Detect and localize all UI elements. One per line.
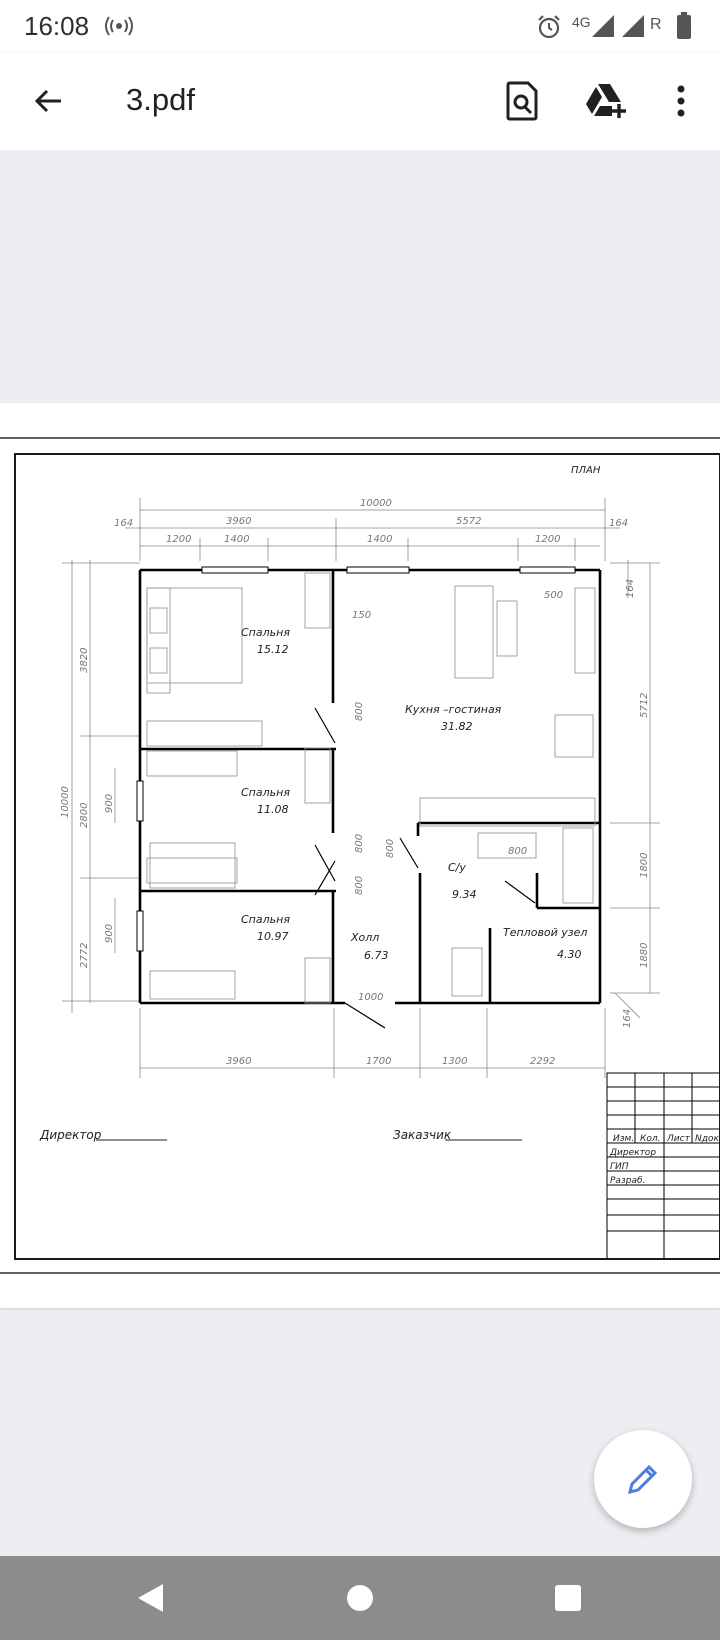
pdf-page[interactable] <box>0 403 720 1308</box>
find-in-page-icon <box>506 81 540 121</box>
signature-director: Директор <box>40 1128 102 1142</box>
roaming-indicator: R <box>650 16 662 33</box>
document-title: 3.pdf <box>126 82 195 117</box>
dim-door-800d: 800 <box>385 838 396 858</box>
dim-door-800c: 800 <box>354 875 365 895</box>
room-bedroom-1-name: Спальня <box>241 626 290 639</box>
dim-left-top: 164 <box>114 518 134 529</box>
arrow-back-icon <box>33 85 65 117</box>
title-block-ndok: Nдок <box>695 1134 719 1144</box>
title-block-gip: ГИП <box>610 1162 629 1172</box>
status-bar <box>0 0 720 52</box>
nav-home-button[interactable] <box>336 1574 384 1622</box>
dim-window-3: 1400 <box>367 534 393 545</box>
drive-add-icon <box>585 82 627 120</box>
dim-bottom-1300: 1300 <box>442 1056 468 1067</box>
dim-door-1000: 1000 <box>358 992 384 1003</box>
dim-right-1880: 1880 <box>639 942 650 968</box>
add-to-drive-button[interactable] <box>582 77 630 125</box>
square-recents-icon <box>554 1584 582 1612</box>
find-in-document-button[interactable] <box>499 77 547 125</box>
pencil-icon <box>626 1462 660 1496</box>
dim-door-800b: 800 <box>354 833 365 853</box>
dim-window-4: 1200 <box>535 534 561 545</box>
dim-bottom-164: 164 <box>622 1008 633 1028</box>
room-bathroom-area: 9.34 <box>452 888 477 901</box>
title-block-izm: Изм. <box>613 1134 635 1144</box>
circle-home-icon <box>346 1584 374 1612</box>
dim-5572: 5572 <box>456 516 482 527</box>
dim-left-total: 10000 <box>60 786 71 818</box>
dim-total-top: 10000 <box>360 498 392 509</box>
room-kitchen-area: 31.82 <box>441 720 473 733</box>
dim-left-2800: 2800 <box>79 802 90 828</box>
dim-door-800a: 800 <box>354 701 365 721</box>
dim-left-2772: 2772 <box>79 942 90 968</box>
room-heat-unit-area: 4.30 <box>557 948 582 961</box>
nav-recents-button[interactable] <box>544 1574 592 1622</box>
signal-icon <box>622 15 646 37</box>
dim-500: 500 <box>544 590 564 601</box>
floor-plan-drawing <box>0 403 720 1308</box>
room-heat-unit-name: Тепловой узел <box>503 926 588 939</box>
navigation-bar <box>0 1556 720 1640</box>
room-bathroom-name: С/у <box>448 861 466 874</box>
dim-right-5712: 5712 <box>639 692 650 718</box>
title-block-director: Директор <box>610 1148 657 1158</box>
title-block-list: Лист <box>667 1134 690 1144</box>
dim-3960: 3960 <box>226 516 252 527</box>
dim-bottom-1700: 1700 <box>366 1056 392 1067</box>
hotspot-icon <box>104 14 134 38</box>
dim-window-2: 1400 <box>224 534 250 545</box>
room-hall-name: Холл <box>351 931 380 944</box>
dim-door-800e: 800 <box>508 846 528 857</box>
dim-left-3820: 3820 <box>79 647 90 673</box>
app-bar <box>0 52 720 150</box>
more-options-button[interactable] <box>657 77 705 125</box>
dim-bottom-3960: 3960 <box>226 1056 252 1067</box>
dim-right-top: 164 <box>609 518 629 529</box>
dim-left-900a: 900 <box>104 793 115 813</box>
title-block-kol: Кол. <box>640 1134 661 1144</box>
back-button[interactable] <box>25 77 73 125</box>
battery-icon <box>676 12 692 40</box>
room-bedroom-3-name: Спальня <box>241 913 290 926</box>
room-bedroom-2-area: 11.08 <box>257 803 289 816</box>
triangle-back-icon <box>135 1582 165 1614</box>
room-bedroom-2-name: Спальня <box>241 786 290 799</box>
dim-left-900b: 900 <box>104 923 115 943</box>
edit-fab-button[interactable] <box>594 1430 692 1528</box>
dim-window-1: 1200 <box>166 534 192 545</box>
dim-right-1800: 1800 <box>639 852 650 878</box>
room-bedroom-1-area: 15.12 <box>257 643 289 656</box>
title-block-razrab: Разраб. <box>610 1176 646 1186</box>
room-kitchen-name: Кухня –гостиная <box>405 703 502 716</box>
signature-customer: Заказчик <box>393 1128 452 1142</box>
dim-bottom-2292: 2292 <box>530 1056 556 1067</box>
dim-door-150: 150 <box>352 610 372 621</box>
more-vert-icon <box>676 85 686 117</box>
dim-right-164: 164 <box>625 578 636 598</box>
sheet-title: ПЛАН <box>571 465 601 476</box>
alarm-icon <box>536 14 562 40</box>
page-gap <box>0 150 720 404</box>
room-hall-area: 6.73 <box>364 949 389 962</box>
nav-back-button[interactable] <box>126 1574 174 1622</box>
status-time: 16:08 <box>24 11 90 41</box>
room-bedroom-3-area: 10.97 <box>257 930 289 943</box>
signal-icon <box>592 15 616 37</box>
network-type: 4G <box>572 14 591 30</box>
